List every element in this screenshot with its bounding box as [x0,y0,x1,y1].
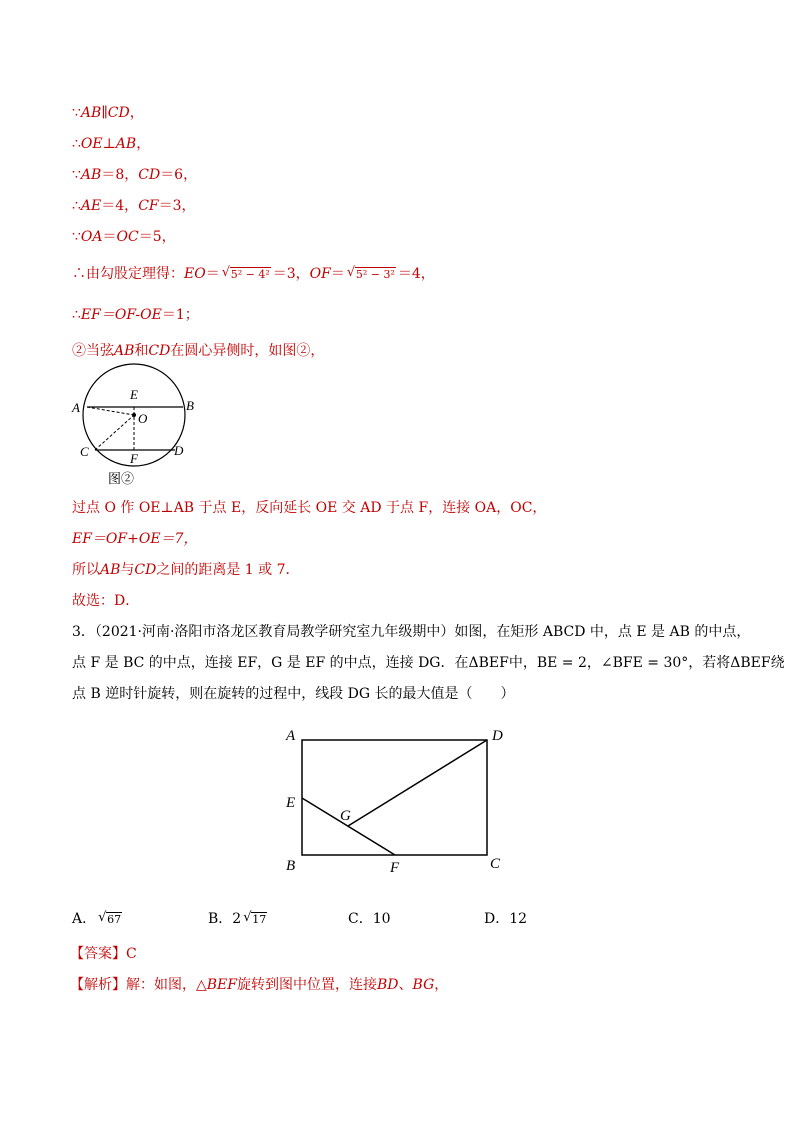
chord-cd: CD [148,343,171,359]
therefore-symbol: ∴ [72,136,81,152]
option-label: C． [348,911,373,927]
case2-heading [72,341,324,361]
chord-cd: CD [134,562,157,578]
label-a: A [72,400,80,415]
analysis-tag: 【解析】 [70,977,126,993]
radicand: 5² − 3² [355,268,395,281]
value: ＝3， [158,198,196,214]
heading-text: 在圆心异侧时，如图②， [170,343,325,359]
label-a: A [286,728,296,744]
figure-2-circle-diagram [66,365,206,495]
segment-bg: BG [412,977,435,993]
equals: ＝ [102,229,117,245]
text: 所以 [72,562,100,578]
label-o: O [138,411,148,426]
because-symbol: ∵ [72,167,81,183]
step-line-2 [72,134,150,154]
option-value: 12 [509,911,528,927]
analysis-line [70,975,448,995]
problem-3-line-3: 点 B 逆时针旋转，则在旋转的过程中，线段 DG 长的最大值是（ ） [72,686,515,702]
value: ＝1； [161,307,199,323]
equals: ＝ [205,266,220,282]
segment-ab: AB [80,167,102,183]
case2-answer: 故选：D． [72,593,140,609]
sqrt-expression [98,911,122,927]
label-d: D [174,443,184,458]
step-line-5 [72,227,176,247]
option-value: 10 [372,911,391,927]
option-label: D． [484,911,510,927]
segment-eo: EO [184,266,206,282]
step-line-7 [72,305,199,325]
coefficient: 2 [232,911,242,927]
separator: 、 [398,977,413,993]
answer-tag: 【答案】 [70,946,126,962]
step-text: OE⊥AB [80,136,137,152]
label-b: B [186,398,194,413]
value: ＝3， [272,266,310,282]
step-text: EF＝OF-OE [80,307,162,323]
heading-text: 和 [134,343,149,359]
segment-oa: OA [80,229,103,245]
therefore-symbol: ∴ [72,198,81,214]
figure-3-rectangle-diagram [280,722,520,882]
value: ＝4， [397,266,435,282]
option-label: B． [208,911,233,927]
analysis-text: 解：如图， [126,977,196,993]
label-c: C [80,444,89,459]
problem-3-line-1: 3．（2021·河南·洛阳市洛龙区教育局教学研究室九年级期中）如图，在矩形 ABCD 中，点 E 是 AB 的中点， [72,624,751,640]
option-a[interactable] [72,908,124,928]
chord-ab: AB [100,562,121,578]
label-d: D [492,728,503,744]
label-g: G [340,808,351,824]
step-line-1 [72,103,144,123]
step-line-3 [72,165,197,185]
radicand: 67 [107,913,122,926]
option-d[interactable] [484,908,527,928]
answer-line [70,944,137,964]
punct: ， [434,977,449,993]
label-e: E [130,387,138,402]
sqrt-expression [222,264,271,285]
value: ＝6， [160,167,198,183]
segment-dg [348,740,487,826]
sqrt-expression [347,264,396,285]
option-b[interactable] [208,908,269,928]
segment-ae: AE [80,198,102,214]
label-f: F [390,860,400,876]
segment-oc-dashed [95,415,134,450]
label-b: B [286,858,296,874]
text: 之间的距离是 1 或 7． [156,562,300,578]
option-c[interactable] [348,908,391,928]
problem-3-line-2: 点 F 是 BC 的中点，连接 EF，G 是 EF 的中点，连接 DG．在ΔBEF中，BE = 2，∠BFE = 30°，若将ΔBEF绕 [72,655,785,671]
analysis-text: 旋转到图中位置，连接 [237,977,377,993]
pythagoras-text: ∴由勾股定理得： [72,266,184,282]
sqrt-expression [243,911,267,927]
value: ＝8， [101,167,139,183]
step-line-4 [72,196,196,216]
punct: ， [136,136,151,152]
step-line-6 [72,264,435,285]
triangle-bef: △BEF [196,977,237,993]
label-f: F [130,451,138,466]
segment-cf: CF [138,198,159,214]
chord-ab: AB [114,343,135,359]
value: ＝5， [138,229,176,245]
step-text: AB∥CD [80,105,130,121]
radicand: 5² − 4² [230,268,270,281]
equals: ＝ [330,266,345,282]
segment-oa-dashed [87,407,134,415]
heading-text: ②当弦 [72,343,114,359]
segment-bd: BD [377,977,399,993]
answer-value: C [126,946,137,962]
option-label: A． [72,911,97,927]
therefore-symbol: ∵ [72,105,81,121]
radicand: 17 [252,913,267,926]
because-symbol: ∵ [72,229,81,245]
segment-oc: OC [116,229,139,245]
center-point [132,413,136,417]
case2-conclusion [72,560,300,580]
segment-cd: CD [138,167,161,183]
punct: ， [129,105,144,121]
label-c: C [490,856,501,872]
therefore-symbol: ∴ [72,307,81,323]
case2-ef-line: EF＝OF+OE＝7， [72,531,198,547]
label-e: E [286,795,296,811]
value: ＝4， [101,198,139,214]
figure-caption: 图② [108,471,135,486]
segment-of: OF [309,266,331,282]
text: 与 [120,562,135,578]
case2-construction: 过点 O 作 OE⊥AB 于点 E，反向延长 OE 交 AD 于点 F，连接 OA，OC， [72,500,547,516]
